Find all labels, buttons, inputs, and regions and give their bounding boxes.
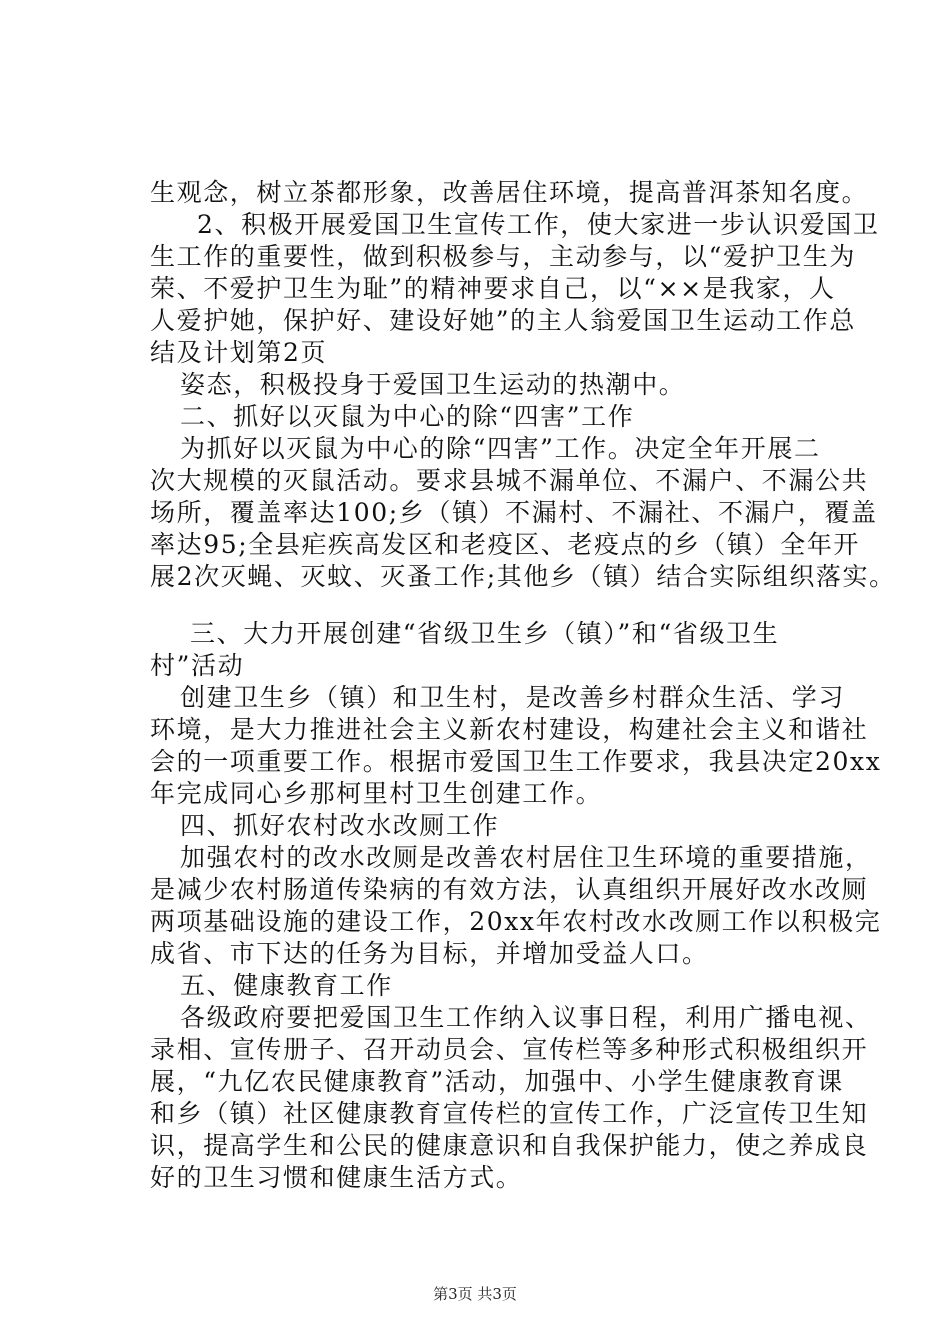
paragraph-line: 为抓好以灭鼠为中心的除“四害”工作。决定全年开展二 (180, 434, 821, 463)
section-heading: 村”活动 (150, 651, 245, 680)
paragraph-line: 会的一项重要工作。根据市爱国卫生工作要求，我县决定20xx (150, 747, 882, 776)
paragraph-line: 展，“九亿农民健康教育”活动，加强中、小学生健康教育课 (150, 1067, 844, 1096)
paragraph-line: 加强农村的改水改厕是改善农村居住卫生环境的重要措施， (180, 843, 872, 872)
page-footer: 第3页 共3页 (433, 1285, 517, 1303)
paragraph-line: 创建卫生乡（镇）和卫生村，是改善乡村群众生活、学习 (180, 683, 846, 712)
paragraph-line: 录相、宣传册子、召开动员会、宣传栏等多种形式积极组织开 (150, 1035, 869, 1064)
paragraph-line: 人爱护她，保护好、建设好她”的主人翁爱国卫生运动工作总 (150, 306, 856, 335)
paragraph-line: 识，提高学生和公民的健康意识和自我保护能力，使之养成良 (150, 1131, 869, 1160)
paragraph-line: 好的卫生习惯和健康生活方式。 (150, 1163, 523, 1192)
paragraph-line: 成省、市下达的任务为目标，并增加受益人口。 (150, 939, 709, 968)
paragraph-line: 场所，覆盖率达100;乡（镇）不漏村、不漏社、不漏户，覆盖 (150, 498, 878, 527)
paragraph-line: 年完成同心乡那柯里村卫生创建工作。 (150, 779, 603, 808)
section-heading: 三、大力开展创建“省级卫生乡（镇）”和“省级卫生 (190, 619, 780, 648)
paragraph-line: 率达95;全县疟疾高发区和老疫区、老疫点的乡（镇）全年开 (150, 530, 861, 559)
section-heading: 五、健康教育工作 (180, 971, 393, 1000)
paragraph-line: 和乡（镇）社区健康教育宣传栏的宣传工作，广泛宣传卫生知 (150, 1099, 869, 1128)
paragraph-line: 环境，是大力推进社会主义新农村建设，构建社会主义和谐社 (150, 715, 869, 744)
paragraph-line: 结及计划第2页 (150, 338, 328, 367)
paragraph-line: 2、积极开展爱国卫生宣传工作，使大家进一步认识爱国卫 (197, 210, 880, 239)
paragraph-line: 姿态，积极投身于爱国卫生运动的热潮中。 (180, 370, 686, 399)
section-heading: 四、抓好农村改水改厕工作 (180, 811, 500, 840)
paragraph-line: 次大规模的灭鼠活动。要求县城不漏单位、不漏户、不漏公共 (150, 466, 869, 495)
paragraph-line: 荣、不爱护卫生为耻”的精神要求自己，以“××是我家，人 (150, 274, 836, 303)
paragraph-line: 生观念，树立茶都形象，改善居住环境，提高普洱茶知名度。 (150, 178, 869, 207)
paragraph-line: 生工作的重要性，做到积极参与，主动参与，以“爱护卫生为 (150, 242, 856, 271)
paragraph-line: 展2次灭蝇、灭蚊、灭蚤工作;其他乡（镇）结合实际组织落实。 (150, 562, 896, 591)
paragraph-line: 是减少农村肠道传染病的有效方法，认真组织开展好改水改厕 (150, 875, 869, 904)
paragraph-line: 两项基础设施的建设工作，20xx年农村改水改厕工作以积极完 (150, 907, 882, 936)
section-heading: 二、抓好以灭鼠为中心的除“四害”工作 (180, 402, 635, 431)
paragraph-line: 各级政府要把爱国卫生工作纳入议事日程，利用广播电视、 (180, 1003, 872, 1032)
